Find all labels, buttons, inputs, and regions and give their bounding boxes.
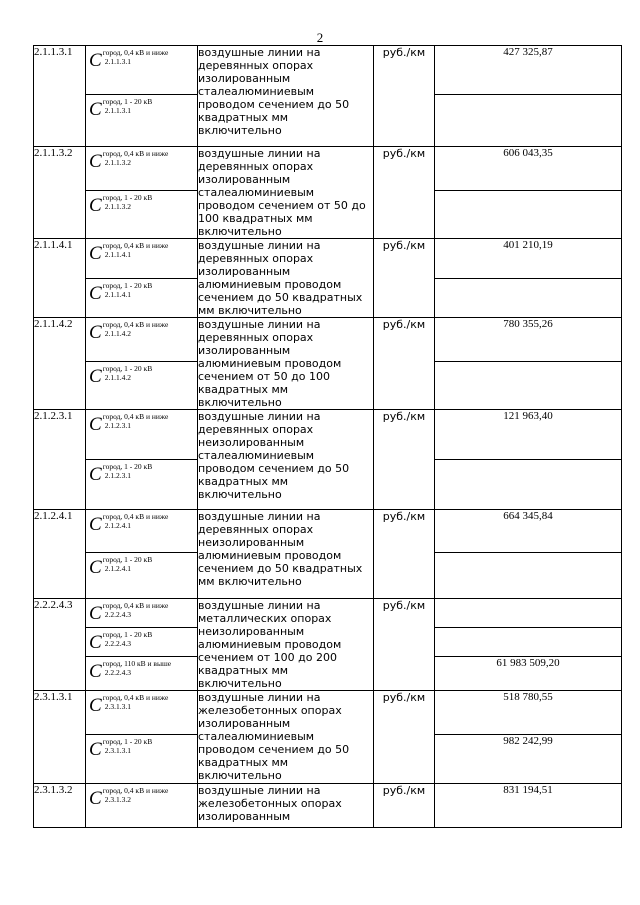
unit-cell: руб./км xyxy=(374,46,435,147)
c-symbol: C xyxy=(89,464,102,485)
symbol-subscript: 2.1.2.4.1 xyxy=(104,564,131,573)
tariff-symbol xyxy=(86,191,198,239)
c-symbol: C xyxy=(89,695,102,716)
rate-value: 780 355,26 xyxy=(435,318,622,362)
unit-cell: руб./км xyxy=(374,784,435,828)
tariff-table xyxy=(33,45,622,828)
tariff-symbol xyxy=(86,599,198,628)
symbol-superscript: город, 1 - 20 кВ xyxy=(102,193,153,202)
row-code: 2.1.1.4.1 xyxy=(34,239,86,318)
symbol-superscript: город, 0,4 кВ и ниже xyxy=(102,412,169,421)
rate-value: 121 963,40 xyxy=(435,410,622,460)
unit-cell: руб./км xyxy=(374,691,435,784)
c-symbol: C xyxy=(89,603,102,624)
line-description: воздушные линии на металлических опорах неизолированным алюминиевым проводом сечением от 100 до 200 квадратных мм включительно xyxy=(198,599,374,691)
symbol-subscript: 2.2.2.4.3 xyxy=(104,667,131,677)
tariff-symbol xyxy=(86,784,198,828)
symbol-subscript: 2.2.2.4.3 xyxy=(104,638,131,648)
c-symbol: C xyxy=(89,739,102,760)
symbol-subscript: 2.3.1.3.1 xyxy=(104,702,131,711)
c-symbol: C xyxy=(89,557,102,578)
line-description: воздушные линии на железобетонных опорах изолированным сталеалюминиевым проводом сечением до 50 квадратных мм включительно xyxy=(198,691,374,784)
tariff-symbol xyxy=(86,278,198,318)
tariff-symbol xyxy=(86,691,198,735)
rate-value xyxy=(435,460,622,510)
rate-value: 982 242,99 xyxy=(435,735,622,784)
symbol-superscript: город, 1 - 20 кВ xyxy=(102,97,153,106)
c-symbol: C xyxy=(89,514,102,535)
line-description: воздушные линии на деревянных опорах изолированным сталеалюминиевым проводом сечением от 50 до 100 квадратных мм включительно xyxy=(198,147,374,239)
line-description: воздушные линии на деревянных опорах неизолированным сталеалюминиевым проводом сечением до 50 квадратных мм включительно xyxy=(198,410,374,510)
table-row xyxy=(34,239,622,279)
tariff-symbol xyxy=(86,460,198,510)
tariff-symbol xyxy=(86,553,198,599)
tariff-symbol xyxy=(86,735,198,784)
symbol-superscript: город, 1 - 20 кВ xyxy=(102,555,153,564)
symbol-superscript: город, 0,4 кВ и ниже xyxy=(102,601,169,610)
symbol-superscript: город, 110 кВ и выше xyxy=(102,658,172,668)
symbol-subscript: 2.1.2.4.1 xyxy=(104,521,131,530)
rate-value: 427 325,87 xyxy=(435,46,622,95)
c-symbol: C xyxy=(89,788,102,809)
row-code: 2.3.1.3.2 xyxy=(34,784,86,828)
tariff-symbol xyxy=(86,362,198,410)
c-symbol: C xyxy=(89,322,102,343)
rate-value xyxy=(435,278,622,318)
symbol-superscript: город, 0,4 кВ и ниже xyxy=(102,241,169,250)
line-description: воздушные линии на деревянных опорах неизолированным алюминиевым проводом сечением до 50 квадратных мм включительно xyxy=(198,510,374,599)
symbol-superscript: город, 1 - 20 кВ xyxy=(102,737,153,746)
tariff-symbol xyxy=(86,95,198,147)
rate-value: 61 983 509,20 xyxy=(435,656,622,690)
tariff-symbol xyxy=(86,627,198,656)
c-symbol: C xyxy=(89,414,102,435)
symbol-superscript: город, 0,4 кВ и ниже xyxy=(102,786,169,795)
c-symbol: C xyxy=(89,631,102,653)
row-code: 2.1.1.4.2 xyxy=(34,318,86,410)
symbol-subscript: 2.1.1.3.2 xyxy=(104,158,131,167)
c-symbol: C xyxy=(89,243,102,264)
table-row xyxy=(34,147,622,191)
unit-cell: руб./км xyxy=(374,510,435,599)
symbol-subscript: 2.3.1.3.1 xyxy=(104,746,131,755)
row-code: 2.1.1.3.1 xyxy=(34,46,86,147)
symbol-subscript: 2.1.1.4.2 xyxy=(104,373,131,383)
unit-cell: руб./км xyxy=(374,410,435,510)
rate-value xyxy=(435,362,622,410)
symbol-superscript: город, 1 - 20 кВ xyxy=(102,364,153,374)
tariff-symbol xyxy=(86,46,198,95)
c-symbol: C xyxy=(89,660,102,682)
row-code: 2.1.2.3.1 xyxy=(34,410,86,510)
rate-value: 831 194,51 xyxy=(435,784,622,828)
table-row xyxy=(34,691,622,735)
symbol-superscript: город, 0,4 кВ и ниже xyxy=(102,693,169,702)
tariff-symbol xyxy=(86,656,198,690)
symbol-subscript: 2.1.2.3.1 xyxy=(104,471,131,480)
row-code: 2.1.1.3.2 xyxy=(34,147,86,239)
symbol-subscript: 2.1.1.4.2 xyxy=(104,329,131,338)
tariff-symbol xyxy=(86,239,198,279)
symbol-subscript: 2.3.1.3.2 xyxy=(104,795,131,804)
symbol-superscript: город, 1 - 20 кВ xyxy=(102,629,153,639)
symbol-subscript: 2.1.2.3.1 xyxy=(104,421,131,430)
table-row xyxy=(34,510,622,553)
rate-value: 401 210,19 xyxy=(435,239,622,279)
symbol-subscript: 2.2.2.4.3 xyxy=(104,610,131,619)
symbol-superscript: город, 0,4 кВ и ниже xyxy=(102,48,169,57)
symbol-subscript: 2.1.1.3.1 xyxy=(104,106,131,115)
unit-cell: руб./км xyxy=(374,147,435,239)
line-description: воздушные линии на железобетонных опорах изолированным xyxy=(198,784,374,828)
rate-value: 664 345,84 xyxy=(435,510,622,553)
c-symbol: C xyxy=(89,195,102,216)
unit-cell: руб./км xyxy=(374,599,435,691)
symbol-superscript: город, 0,4 кВ и ниже xyxy=(102,512,169,521)
line-description: воздушные линии на деревянных опорах изолированным алюминиевым проводом сечением до 50 квадратных мм включительно xyxy=(198,239,374,318)
tariff-symbol xyxy=(86,318,198,362)
table-row xyxy=(34,784,622,828)
symbol-subscript: 2.1.1.3.1 xyxy=(104,57,131,66)
rate-value xyxy=(435,553,622,599)
tariff-symbol xyxy=(86,510,198,553)
c-symbol: C xyxy=(89,99,102,120)
table-row xyxy=(34,46,622,95)
unit-cell: руб./км xyxy=(374,318,435,410)
table-row xyxy=(34,318,622,362)
c-symbol: C xyxy=(89,50,102,71)
symbol-subscript: 2.1.1.3.2 xyxy=(104,202,131,211)
table-row xyxy=(34,599,622,628)
table-row xyxy=(34,410,622,460)
rate-value: 518 780,55 xyxy=(435,691,622,735)
c-symbol: C xyxy=(89,366,102,388)
rate-value xyxy=(435,627,622,656)
row-code: 2.2.2.4.3 xyxy=(34,599,86,691)
symbol-superscript: город, 1 - 20 кВ xyxy=(102,462,153,471)
symbol-subscript: 2.1.1.4.1 xyxy=(104,250,131,259)
tariff-symbol xyxy=(86,410,198,460)
rate-value xyxy=(435,191,622,239)
symbol-subscript: 2.1.1.4.1 xyxy=(104,289,131,299)
rate-value xyxy=(435,95,622,147)
symbol-superscript: город, 0,4 кВ и ниже xyxy=(102,320,169,329)
rate-value: 606 043,35 xyxy=(435,147,622,191)
line-description: воздушные линии на деревянных опорах изолированным алюминиевым проводом сечением от 50 до 100 квадратных мм включительно xyxy=(198,318,374,410)
symbol-superscript: город, 1 - 20 кВ xyxy=(102,280,153,290)
page-number: 2 xyxy=(316,30,324,45)
row-code: 2.1.2.4.1 xyxy=(34,510,86,599)
c-symbol: C xyxy=(89,151,102,172)
c-symbol: C xyxy=(89,282,102,304)
rate-value xyxy=(435,599,622,628)
row-code: 2.3.1.3.1 xyxy=(34,691,86,784)
unit-cell: руб./км xyxy=(374,239,435,318)
tariff-symbol xyxy=(86,147,198,191)
symbol-superscript: город, 0,4 кВ и ниже xyxy=(102,149,169,158)
line-description: воздушные линии на деревянных опорах изолированным сталеалюминиевым проводом сечением до 50 квадратных мм включительно xyxy=(198,46,374,147)
